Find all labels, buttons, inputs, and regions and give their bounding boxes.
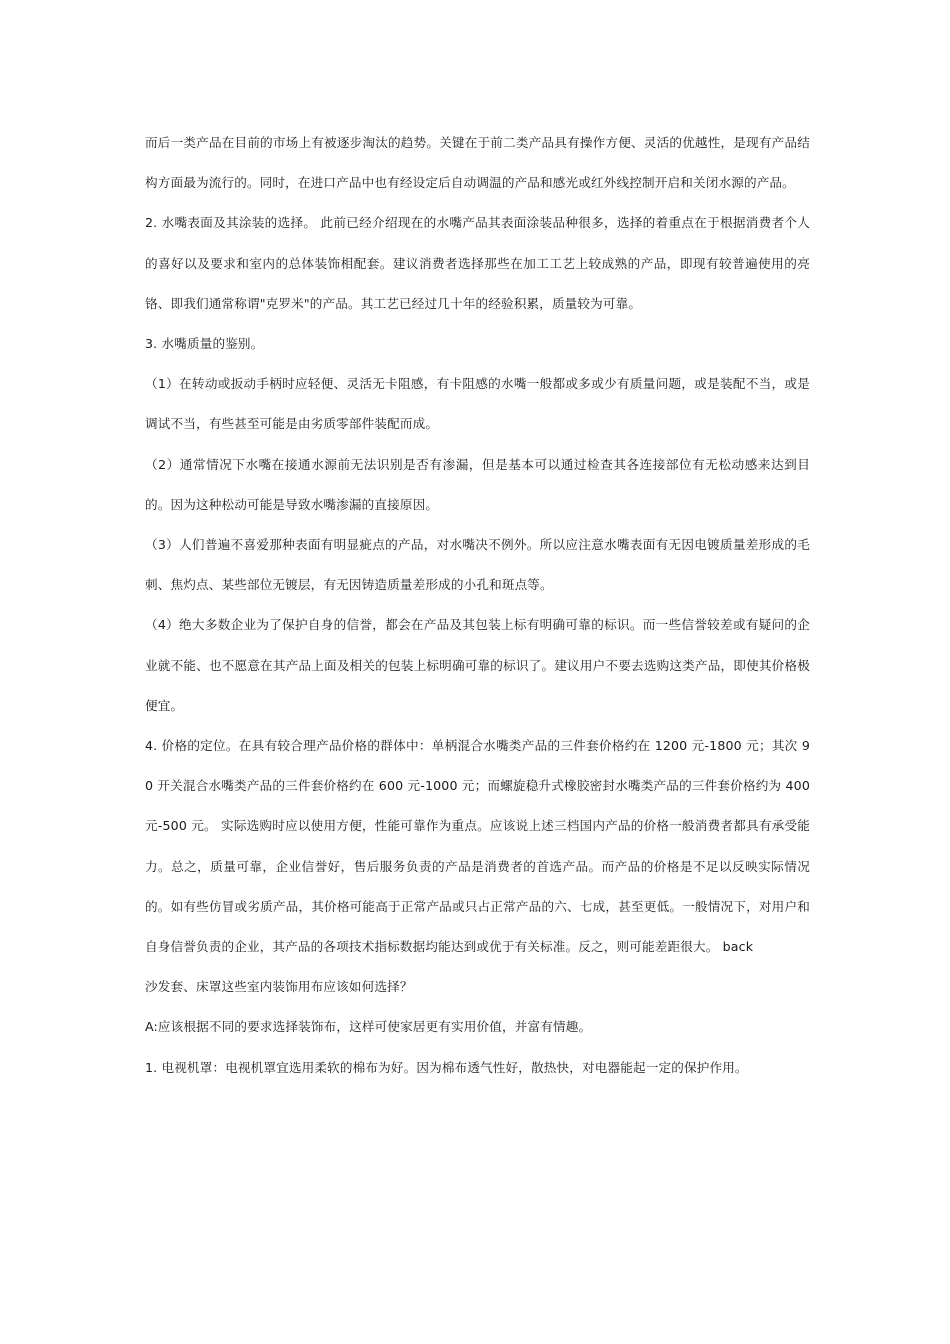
paragraph-quality-heading: 3. 水嘴质量的鉴别。 [145,336,264,352]
paragraph-quality-point-3: （3）人们普遍不喜爱那种表面有明显疵点的产品，对水嘴决不例外。所以应注意水嘴表面有无因电镀质量差形成的毛刺、焦灼点、某些部位无镀层，有无因铸造质量差形成的小孔和斑点等。 [145,537,810,593]
paragraph-quality-point-2: （2）通常情况下水嘴在接通水源前无法识别是否有渗漏，但是基本可以通过检查其各连接部位有无松动感来达到目的。因为这种松动可能是导致水嘴渗漏的直接原因。 [145,456,810,512]
document-body [145,123,810,1088]
paragraph-quality-point-4: （4）绝大多数企业为了保护自身的信誉，都会在产品及其包装上标有明确可靠的标识。而一些信誉较差或有疑问的企业就不能、也不愿意在其产品上面及相关的包装上标明确可靠的标识了。建议用户不要去选购这类产品，即使其价格极便宜。 [145,617,810,713]
paragraph-answer-fabric: A:应该根据不同的要求选择装饰布，这样可使家居更有实用价值，并富有情趣。 [145,1019,592,1035]
paragraph-surface-coating: 2. 水嘴表面及其涂装的选择。 此前已经介绍现在的水嘴产品其表面涂装品种很多，选择的着重点在于根据消费者个人的喜好以及要求和室内的总体装饰相配套。建议消费者选择那些在加工工艺上较成熟的产品，即现有较普遍使用的亮铬、即我们通常称谓"克罗米"的产品。其工艺已经过几十年的经验积累，质量较为可靠。 [145,215,810,311]
paragraph-quality-point-1: （1）在转动或扳动手柄时应轻便、灵活无卡阻感，有卡阻感的水嘴一般都或多或少有质量问题，或是装配不当，或是调试不当，有些甚至可能是由劣质零部件装配而成。 [145,376,810,432]
paragraph-price-positioning: 4. 价格的定位。在具有较合理产品价格的群体中：单柄混合水嘴类产品的三件套价格约在 1200 元-1800 元；其次 90 开关混合水嘴类产品的三件套价格约在 600 元-1000 元；而螺旋稳升式橡胶密封水嘴类产品的三件套价格约为 400 元-500 元。 实际选购时应以使用方便，性能可靠作为重点。应该说上述三档国内产品的价格一般消费者都具有承受能力。总之，质量可靠，企业信誉好，售后服务负责的产品是消费者的首选产品。而产品的价格是不足以反映实际情况的。如有些仿冒或劣质产品，其价格可能高于正常产品或只占正常产品的六、七成，甚至更低。一般情况下，对用户和自身信誉负责的企业，其产品的各项技术指标数据均能达到或优于有关标准。反之，则可能差距很大。 back [145,738,810,955]
paragraph-faucet-types-summary: 而后一类产品在目前的市场上有被逐步淘汰的趋势。关键在于前二类产品具有操作方便、灵活的优越性，是现有产品结构方面最为流行的。同时，在进口产品中也有经设定后自动调温的产品和感光或红外线控制开启和关闭水源的产品。 [145,135,810,191]
paragraph-tv-cover: 1. 电视机罩：电视机罩宜选用柔软的棉布为好。因为棉布透气性好，散热快，对电器能起一定的保护作用。 [145,1059,748,1075]
paragraph-question-fabric: 沙发套、床罩这些室内装饰用布应该如何选择？ [145,979,413,995]
